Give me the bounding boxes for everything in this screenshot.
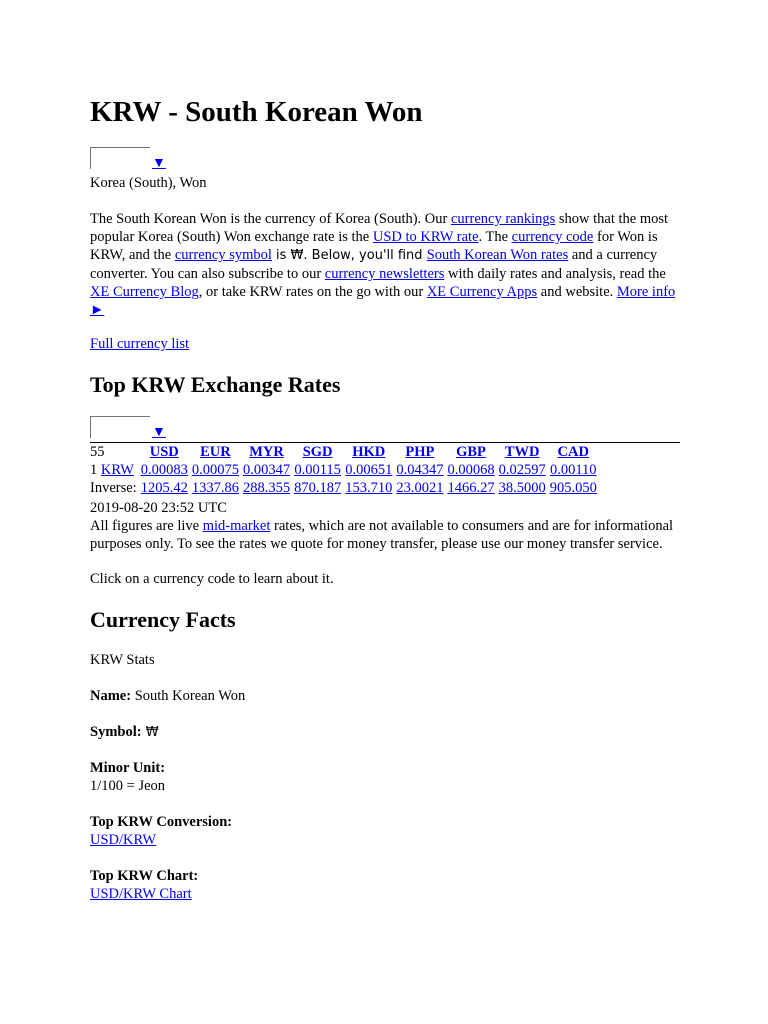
rates-currency-select[interactable] xyxy=(90,416,150,438)
intro-text: and website. xyxy=(537,284,617,300)
header-twd-link[interactable]: TWD xyxy=(504,444,540,460)
inverse-cad-link[interactable]: 905.050 xyxy=(549,480,597,496)
rate-hkd-link[interactable]: 0.00651 xyxy=(345,462,393,478)
country-subtitle: Korea (South), Won xyxy=(90,175,207,191)
fact-minor-label: Minor Unit: xyxy=(90,760,166,776)
fact-symbol xyxy=(90,723,159,742)
facts-heading: Currency Facts xyxy=(90,607,236,632)
intro-text: show that the most popular Korea (South) Won exchange rate is the xyxy=(90,211,669,245)
more-info-link[interactable]: More info ► xyxy=(90,284,676,318)
rates-heading: Top KRW Exchange Rates xyxy=(90,372,341,397)
header-php-link[interactable]: PHP xyxy=(405,444,435,460)
full-currency-list-link[interactable]: Full currency list xyxy=(90,336,190,352)
intro-paragraph xyxy=(90,210,680,319)
rates-header-row xyxy=(88,443,599,461)
rates-dropdown-arrow-icon[interactable]: ▼ xyxy=(152,425,166,440)
usd-krw-rate-link[interactable]: USD to KRW rate xyxy=(372,229,479,245)
inverse-gbp-link[interactable]: 1466.27 xyxy=(447,480,495,496)
header-cad-link[interactable]: CAD xyxy=(557,444,589,460)
inverse-hkd-link[interactable]: 153.710 xyxy=(345,480,393,496)
fact-symbol-label: Symbol: xyxy=(90,724,142,740)
fact-conversion-label: Top KRW Conversion: xyxy=(90,814,233,830)
currency-rankings-link[interactable]: currency rankings xyxy=(450,211,556,227)
apps-link[interactable]: XE Currency Apps xyxy=(426,284,538,300)
intro-text: . The xyxy=(478,229,512,245)
rate-cad-link[interactable]: 0.00110 xyxy=(549,462,597,478)
intro-text: The South Korean Won is the currency of Korea (South). Our xyxy=(90,211,451,227)
fact-symbol-value: ₩ xyxy=(141,725,159,740)
rate-eur-link[interactable]: 0.00075 xyxy=(191,462,239,478)
header-hkd-link[interactable]: HKD xyxy=(352,444,386,460)
rates-timestamp: 2019-08-20 23:52 UTC xyxy=(90,500,227,516)
currency-count: 55 xyxy=(90,444,105,460)
fact-name-label: Name: xyxy=(90,688,132,704)
click-note: Click on a currency code to learn about it. xyxy=(90,571,334,587)
rate-usd-link[interactable]: 0.00083 xyxy=(140,462,188,478)
mid-market-link[interactable]: mid-market xyxy=(202,518,271,534)
intro-text: , or take KRW rates on the go with our xyxy=(198,284,427,300)
currency-symbol-link[interactable]: currency symbol xyxy=(174,247,272,263)
dropdown-arrow-icon[interactable]: ▼ xyxy=(152,156,166,171)
header-myr-link[interactable]: MYR xyxy=(249,444,284,460)
rate-sgd-link[interactable]: 0.00115 xyxy=(294,462,341,478)
inverse-php-link[interactable]: 23.0021 xyxy=(396,480,444,496)
inverse-usd-link[interactable]: 1205.42 xyxy=(140,480,188,496)
base-label xyxy=(88,461,139,479)
currency-select[interactable] xyxy=(90,147,150,169)
page-title: KRW - South Korean Won xyxy=(90,96,423,128)
usd-krw-chart-link[interactable]: USD/KRW Chart xyxy=(90,886,192,902)
disclaimer-text: All figures are live xyxy=(90,518,203,534)
rate-twd-link[interactable]: 0.02597 xyxy=(498,462,546,478)
usd-krw-link[interactable]: USD/KRW xyxy=(90,832,157,848)
fact-minor-value: 1/100 = Jeon xyxy=(90,778,166,794)
inverse-myr-link[interactable]: 288.355 xyxy=(242,480,291,496)
fact-name-value: South Korean Won xyxy=(131,688,246,704)
krw-stats-label: KRW Stats xyxy=(90,652,155,668)
intro-text: is ₩. Below, you'll find xyxy=(271,248,427,263)
won-rates-link[interactable]: South Korean Won rates xyxy=(426,247,569,263)
krw-link[interactable]: KRW xyxy=(100,462,134,478)
intro-text: with daily rates and analysis, read the xyxy=(444,266,666,282)
intro-text: for Won is KRW, and the xyxy=(90,229,658,263)
inverse-eur-link[interactable]: 1337.86 xyxy=(191,480,239,496)
rates-table xyxy=(88,443,599,497)
inverse-sgd-link[interactable]: 870.187 xyxy=(294,480,342,496)
header-usd-link[interactable]: USD xyxy=(149,444,179,460)
rates-row xyxy=(88,461,599,479)
disclaimer-paragraph xyxy=(90,517,690,553)
header-gbp-link[interactable]: GBP xyxy=(456,444,486,460)
intro-text: and a currency converter. You can also subscribe to our xyxy=(90,247,658,282)
disclaimer-text: rates, which are not available to consumers and are for informational purposes only. To see the rates we quote for money transfer, please use our money transfer service. xyxy=(90,518,674,552)
rate-php-link[interactable]: 0.04347 xyxy=(396,462,444,478)
inverse-label: Inverse: xyxy=(90,480,137,496)
fact-name xyxy=(90,687,245,705)
inverse-twd-link[interactable]: 38.5000 xyxy=(498,480,546,496)
rate-myr-link[interactable]: 0.00347 xyxy=(242,462,291,478)
base-prefix: 1 xyxy=(90,462,101,478)
inverse-row xyxy=(88,479,599,497)
newsletters-link[interactable]: currency newsletters xyxy=(324,266,445,282)
header-sgd-link[interactable]: SGD xyxy=(302,444,333,460)
currency-code-link[interactable]: currency code xyxy=(511,229,594,245)
fact-chart-label: Top KRW Chart: xyxy=(90,868,199,884)
rate-gbp-link[interactable]: 0.00068 xyxy=(447,462,495,478)
header-eur-link[interactable]: EUR xyxy=(200,444,231,460)
blog-link[interactable]: XE Currency Blog xyxy=(90,284,199,300)
